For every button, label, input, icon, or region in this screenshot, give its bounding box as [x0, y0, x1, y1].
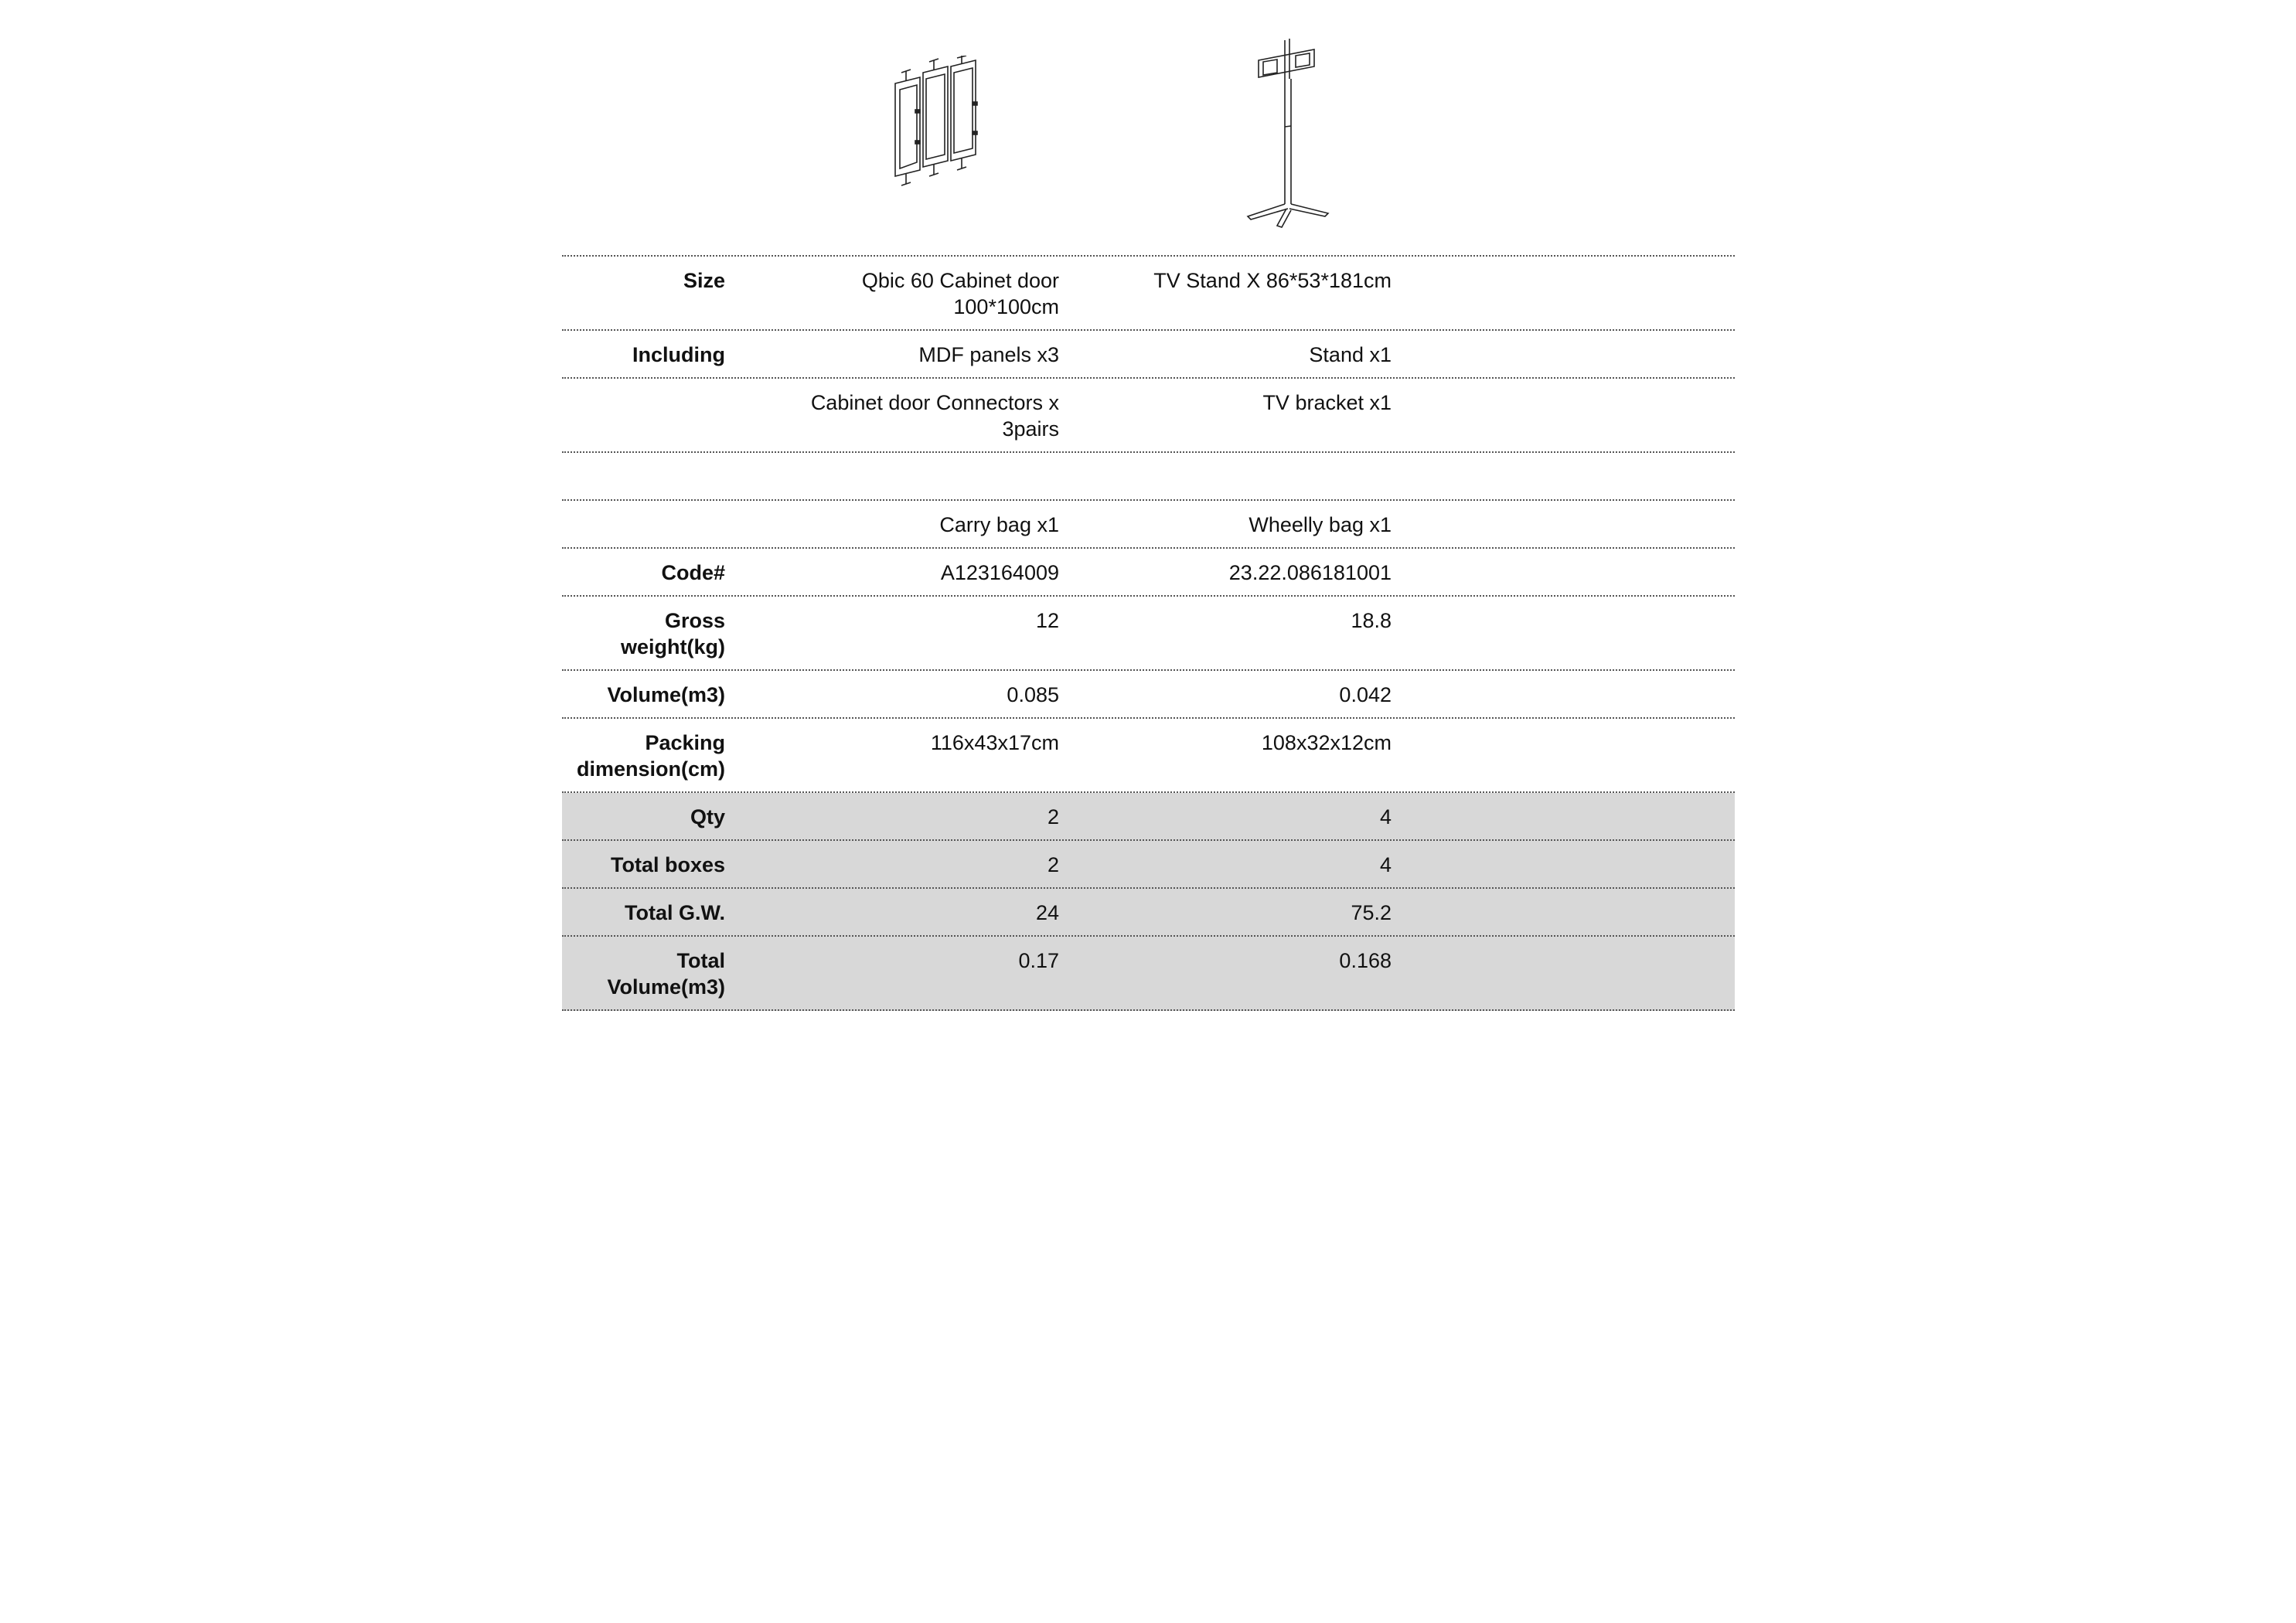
tv-stand-value: 4 — [1379, 805, 1392, 829]
tv-stand-value — [1068, 453, 1401, 499]
row-label: Volume(m3) — [607, 683, 725, 706]
totals-row — [562, 937, 1735, 1011]
product-spec-table — [562, 255, 1735, 1011]
cabinet-door-value — [736, 453, 1068, 499]
empty-cell — [1401, 379, 1735, 451]
cabinet-door-value: 116x43x17cm — [930, 731, 1059, 754]
row-label: Qty — [690, 805, 725, 829]
table-row — [562, 597, 1735, 671]
row-label: Total Volume(m3) — [607, 949, 725, 999]
empty-cell — [1401, 501, 1735, 547]
tv-stand-value: 75.2 — [1351, 901, 1392, 924]
empty-cell — [1401, 889, 1735, 935]
tv-stand-value: 0.042 — [1339, 683, 1392, 706]
row-label — [562, 501, 736, 547]
cabinet-door-value: 2 — [1047, 805, 1059, 829]
cabinet-door-value: A123164009 — [940, 561, 1059, 584]
table-row — [562, 331, 1735, 379]
empty-cell — [1401, 937, 1735, 1009]
row-label: Size — [683, 269, 725, 292]
cabinet-door-value: MDF panels x3 — [918, 343, 1059, 366]
tv-stand-value: 0.168 — [1339, 949, 1392, 972]
empty-cell — [1401, 597, 1735, 669]
tv-stand-value: TV bracket x1 — [1262, 391, 1392, 414]
table-row — [562, 379, 1735, 453]
row-label: Total boxes — [610, 853, 725, 876]
row-label: Total G.W. — [625, 901, 725, 924]
cabinet-door-value: 0.17 — [1018, 949, 1059, 972]
empty-cell — [1401, 331, 1735, 377]
empty-cell — [1401, 793, 1735, 839]
empty-cell — [1401, 719, 1735, 791]
table-row — [562, 501, 1735, 549]
cabinet-door-value: Carry bag x1 — [939, 513, 1059, 536]
row-label: Code# — [661, 561, 725, 584]
tv-stand-icon — [1231, 34, 1354, 232]
empty-cell — [1401, 453, 1735, 499]
row-label — [562, 453, 736, 499]
tv-stand-value: 23.22.086181001 — [1228, 561, 1392, 584]
row-label: Gross weight(kg) — [621, 609, 725, 658]
tv-stand-value: 18.8 — [1351, 609, 1392, 632]
table-row — [562, 257, 1735, 331]
cabinet-door-value: 0.085 — [1007, 683, 1059, 706]
cabinet-door-value: 2 — [1047, 853, 1059, 876]
tv-stand-value: 108x32x12cm — [1261, 731, 1392, 754]
table-row — [562, 549, 1735, 597]
empty-cell — [1401, 257, 1735, 329]
tv-stand-value: TV Stand X 86*53*181cm — [1153, 269, 1392, 292]
empty-cell — [1401, 671, 1735, 717]
table-row — [562, 671, 1735, 719]
cabinet-door-value: Cabinet door Connectors x 3pairs — [810, 391, 1059, 441]
cabinet-door-value: 12 — [1035, 609, 1059, 632]
row-label: Including — [632, 343, 725, 366]
tv-stand-value: 4 — [1379, 853, 1392, 876]
table-row — [562, 453, 1735, 501]
empty-cell — [1401, 549, 1735, 595]
cabinet-door-value: 24 — [1035, 901, 1059, 924]
totals-row — [562, 841, 1735, 889]
totals-row — [562, 889, 1735, 937]
empty-cell — [1401, 841, 1735, 887]
tv-stand-value: Wheelly bag x1 — [1248, 513, 1392, 536]
totals-row — [562, 793, 1735, 841]
row-label: Packing dimension(cm) — [576, 731, 725, 781]
row-label — [562, 379, 736, 451]
table-row — [562, 719, 1735, 793]
tv-stand-value: Stand x1 — [1309, 343, 1392, 366]
cabinet-door-panels-icon — [880, 56, 1003, 192]
cabinet-door-value: Qbic 60 Cabinet door 100*100cm — [861, 269, 1059, 318]
